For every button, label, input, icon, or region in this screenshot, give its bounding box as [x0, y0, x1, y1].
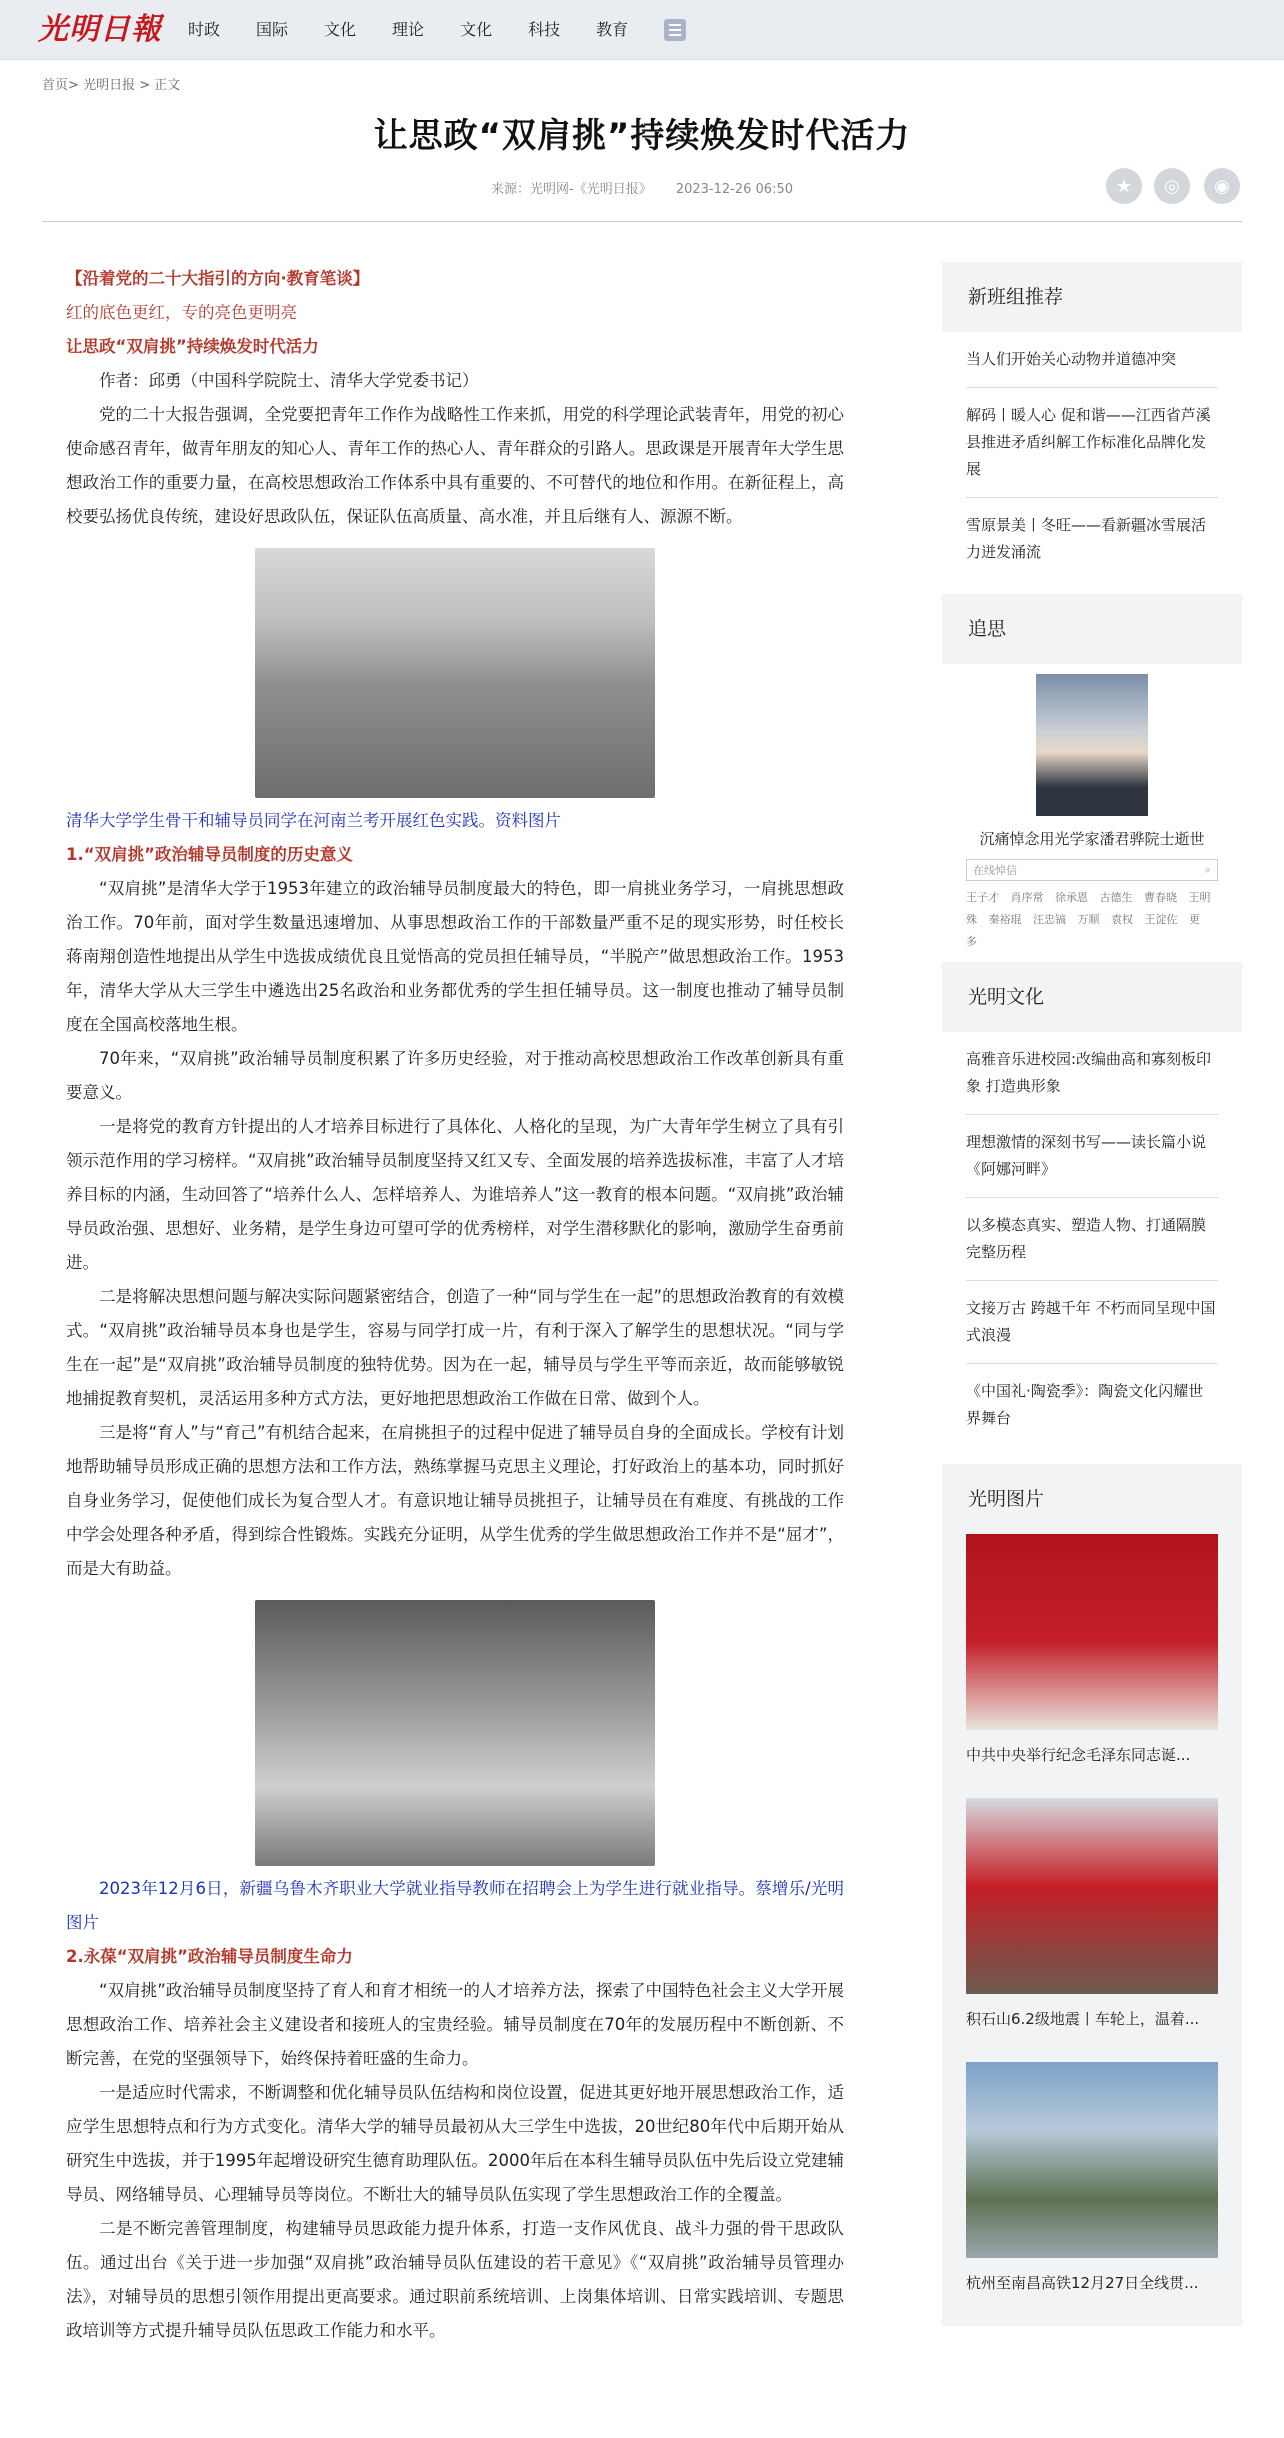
article-paragraph: 70年来，“双肩挑”政治辅导员制度积累了许多历史经验，对于推动高校思想政治工作改革创新具有重要意义。 [66, 1049, 844, 1102]
memorial-search-placeholder: 在线悼信 [973, 864, 1017, 877]
section-heading: 1.“双肩挑”政治辅导员制度的历史意义 [66, 845, 353, 864]
memorial-tag[interactable]: 王子才 [966, 891, 999, 904]
section-heading: 2.永葆“双肩挑”政治辅导员制度生命力 [66, 1947, 353, 1966]
list-item[interactable]: 文接万古 跨越千年 不朽而同呈现中国式浪漫 [966, 1281, 1218, 1364]
article-paragraph: 二是将解决思想问题与解决实际问题紧密结合，创造了一种“同与学生在一起”的思想政治教育的有效模式。“双肩挑”政治辅导员本身也是学生，容易与同学打成一片，有利于深入了解学生的思想状况。“同与学生在一起”是“双肩挑”政治辅导员制度的独特优势。因为在一起，辅导员与学生平等而亲近，故而能够敏锐地捕捉教育契机，灵活运用多种方式方法，更好地把思想政治工作做在日常、做到个人。 [66, 1287, 844, 1408]
photo-thumbnail[interactable] [966, 1798, 1218, 1994]
sidebar-recommend-title: 新班组推荐 [968, 286, 1064, 308]
memorial-tag-list [966, 887, 1218, 965]
photo-card-caption[interactable]: 中共中央举行纪念毛泽东同志诞... [966, 1746, 1191, 1764]
sidebar-focus [942, 962, 1242, 1446]
nav-item-culture-a[interactable]: 文化 [324, 20, 357, 39]
list-item[interactable]: 《中国礼·陶瓷季》：陶瓷文化闪耀世界舞台 [966, 1382, 1204, 1427]
article-paragraph: “双肩挑”政治辅导员制度坚持了育人和育才相统一的人才培养方法，探索了中国特色社会主义大学开展思想政治工作、培养社会主义建设者和接班人的宝贵经验。辅导员制度在70年的发展历程中不断创新、不断完善，在党的坚强领导下，始终保持着旺盛的生命力。 [66, 1981, 844, 2068]
article-paragraph: “双肩挑”是清华大学于1953年建立的政治辅导员制度最大的特色，即一肩挑业务学习，一肩挑思想政治工作。70年前，面对学生数量迅速增加、从事思想政治工作的干部数量严重不足的现实形势，时任校长蒋南翔创造性地提出从学生中选拔成绩优良且觉悟高的党员担任辅导员，“半脱产”做思想政治工作。1953年，清华大学从大三学生中遴选出25名政治和业务都优秀的学生担任辅导员。这一制度也推动了辅导员制度在全国高校落地生根。 [66, 879, 844, 1034]
breadcrumb-home[interactable]: 首页 [42, 78, 69, 93]
sidebar-focus-list [942, 1032, 1242, 1446]
memorial-tag-more[interactable]: 更多 [966, 913, 1200, 948]
article-meta [0, 178, 1284, 197]
top-nav-bar [0, 0, 1284, 60]
list-item[interactable]: 以多模态真实、塑造人物、打通隔膜 完整历程 [966, 1198, 1218, 1281]
photo-caption: 清华大学学生骨干和辅导员同学在河南兰考开展红色实践。资料图片 [66, 811, 561, 830]
sidebar-recommend [942, 262, 1242, 580]
nav-item-culture[interactable]: 文化 [460, 20, 493, 39]
photo-card-caption[interactable]: 杭州至南昌高铁12月27日全线贯... [966, 2274, 1199, 2292]
title-divider [42, 221, 1242, 222]
memorial-tag[interactable]: 万顺 [1077, 913, 1100, 926]
memorial-card [942, 664, 1242, 965]
nav-item-theory[interactable]: 理论 [392, 20, 425, 39]
weibo-icon[interactable]: ◉ [1204, 168, 1240, 204]
article-inner-title: 让思政“双肩挑”持续焕发时代活力 [66, 337, 319, 356]
main-nav [188, 0, 686, 60]
article-author: 作者：邱勇（中国科学院院士、清华大学党委书记） [99, 371, 479, 390]
breadcrumb-separator: > [139, 78, 151, 93]
memorial-tag[interactable]: 王明殊 [966, 891, 1211, 926]
article-datetime: 2023-12-26 06:50 [675, 182, 793, 197]
star-icon[interactable]: ★ [1106, 168, 1142, 204]
sidebar-recommend-list [942, 332, 1242, 580]
article-photo-labor-practice [255, 548, 655, 798]
nav-item-tech[interactable]: 科技 [528, 20, 561, 39]
article-paragraph: 一是适应时代需求，不断调整和优化辅导员队伍结构和岗位设置，促进其更好地开展思想政治工作，适应学生思想特点和行为方式变化。清华大学的辅导员最初从大三学生中选拔，20世纪80年代中后期开始从研究生中选拔，并于1995年起增设研究生德育助理队伍。2000年后在本科生辅导员队伍中先后设立党建辅导员、网络辅导员、心理辅导员等岗位。不断壮大的辅导员队伍实现了学生思想政治工作的全覆盖。 [66, 2083, 844, 2204]
memorial-tag[interactable]: 王淀佐 [1144, 913, 1178, 926]
article-body [66, 262, 844, 2348]
article-source: 来源：光明网-《光明日报》 [491, 182, 652, 197]
photo-card[interactable] [942, 2062, 1242, 2326]
photo-card[interactable] [942, 1798, 1242, 2062]
nav-item-politics[interactable]: 时政 [188, 20, 221, 39]
list-item[interactable]: 雪原景美丨冬旺——看新疆冰雪展活力迸发涌流 [966, 516, 1207, 561]
memorial-search-input[interactable] [966, 859, 1218, 881]
article-paragraph: 三是将“育人”与“育己”有机结合起来，在肩挑担子的过程中促进了辅导员自身的全面成长。学校有计划地帮助辅导员形成正确的思想方法和工作方法，熟练掌握马克思主义理论，打好政治上的基本功，同时抓好自身业务学习，促使他们成长为复合型人才。有意识地让辅导员挑担子，让辅导员在有难度、有挑战的工作中学会处理各种矛盾，得到综合性锻炼。实践充分证明，从学生优秀的学生做思想政治工作并不是“屈才”，而是大有助益。 [66, 1423, 844, 1578]
article-paragraph: 一是将党的教育方针提出的人才培养目标进行了具体化、人格化的呈现，为广大青年学生树立了具有引领示范作用的学习榜样。“双肩挑”政治辅导员制度坚持又红又专、全面发展的培养选拔标准，丰富了人才培养目标的内涵，生动回答了“培养什么人、怎样培养人、为谁培养人”这一教育的根本问题。“双肩挑”政治辅导员政治强、思想好、业务精，是学生身边可望可学的优秀榜样，对学生潜移默化的影响，激励学生奋勇前进。 [66, 1117, 844, 1272]
nav-item-international[interactable]: 国际 [256, 20, 289, 39]
memorial-tag[interactable]: 肖序常 [1010, 891, 1044, 904]
photo-thumbnail[interactable] [966, 1534, 1218, 1730]
list-item[interactable]: 高雅音乐进校园:改编曲高和寡刻板印象 打造典形象 [966, 1032, 1218, 1115]
search-icon[interactable]: ⌕ [1204, 863, 1211, 876]
list-item[interactable]: 解码丨暖人心 促和谐——江西省芦溪县推进矛盾纠解工作标准化品牌化发展 [966, 388, 1218, 498]
memorial-tag[interactable]: 汪忠镐 [1033, 913, 1066, 926]
article-paragraph: 党的二十大报告强调，全党要把青年工作作为战略性工作来抓，用党的科学理论武装青年，用党的初心使命感召青年，做青年朋友的知心人、青年工作的热心人、青年群众的引路人。思政课是开展青年大学生思想政治工作的重要力量，在高校思想政治工作体系中具有重要的、不可替代的地位和作用。在新征程上，高校要弘扬优良传统，建设好思政队伍，保证队伍高质量、高水准，并且后继有人、源源不断。 [66, 405, 844, 526]
sidebar-memorial [942, 594, 1242, 965]
wechat-icon[interactable]: ◎ [1154, 168, 1190, 204]
list-item[interactable]: 理想激情的深刻书写——读长篇小说《阿娜河畔》 [966, 1115, 1218, 1198]
memorial-tag[interactable]: 徐承恩 [1055, 891, 1088, 904]
sidebar-photos-title: 光明图片 [968, 1488, 1045, 1510]
article-subline: 红的底色更红，专的亮色更明亮 [66, 303, 297, 322]
memorial-name[interactable]: 沉痛悼念用光学家潘君骅院士逝世 [979, 830, 1205, 848]
photo-card[interactable] [942, 1534, 1242, 1798]
photo-card-caption[interactable]: 积石山6.2级地震丨车轮上，温着... [966, 2010, 1200, 2028]
memorial-tag[interactable]: 秦裕琨 [988, 913, 1022, 926]
sidebar-photos [942, 1464, 1242, 2326]
sidebar-memorial-title: 追思 [968, 618, 1007, 640]
breadcrumb-section[interactable]: 光明日报 [83, 78, 136, 93]
breadcrumb-separator: > [68, 78, 79, 93]
memorial-portrait[interactable] [1036, 674, 1148, 816]
article-photo-job-fair [255, 1600, 655, 1866]
breadcrumb-current: 正文 [154, 78, 181, 93]
memorial-tag[interactable]: 曹春晓 [1144, 891, 1177, 904]
article-paragraph: 二是不断完善管理制度，构建辅导员思政能力提升体系，打造一支作风优良、战斗力强的骨干思政队伍。通过出台《关于进一步加强“双肩挑”政治辅导员队伍建设的若干意见》《“双肩挑”政治辅导员管理办法》，对辅导员的思想引领作用提出更高要求。通过职前系统培训、上岗集体培训、日常实践培训、专题思政培训等方式提升辅导员队伍思政工作能力和水平。 [66, 2219, 844, 2340]
photo-thumbnail[interactable] [966, 2062, 1218, 2258]
menu-icon[interactable] [664, 19, 686, 41]
breadcrumb [42, 74, 180, 93]
list-item[interactable]: 当人们开始关心动物并道德冲突 [966, 332, 1218, 388]
page-title: 让思政“双肩挑”持续焕发时代活力 [373, 116, 911, 156]
nav-item-education[interactable]: 教育 [596, 20, 629, 39]
article-tag: 【沿着党的二十大指引的方向·教育笔谈】 [66, 269, 370, 288]
sidebar-focus-title: 光明文化 [968, 986, 1045, 1008]
memorial-tag[interactable]: 古德生 [1099, 891, 1133, 904]
photo-caption: 2023年12月6日，新疆乌鲁木齐职业大学就业指导教师在招聘会上为学生进行就业指导。蔡增乐/光明图片 [66, 1879, 844, 1932]
site-logo[interactable]: 光明日報 [38, 12, 162, 47]
memorial-tag[interactable]: 袁权 [1111, 913, 1133, 926]
